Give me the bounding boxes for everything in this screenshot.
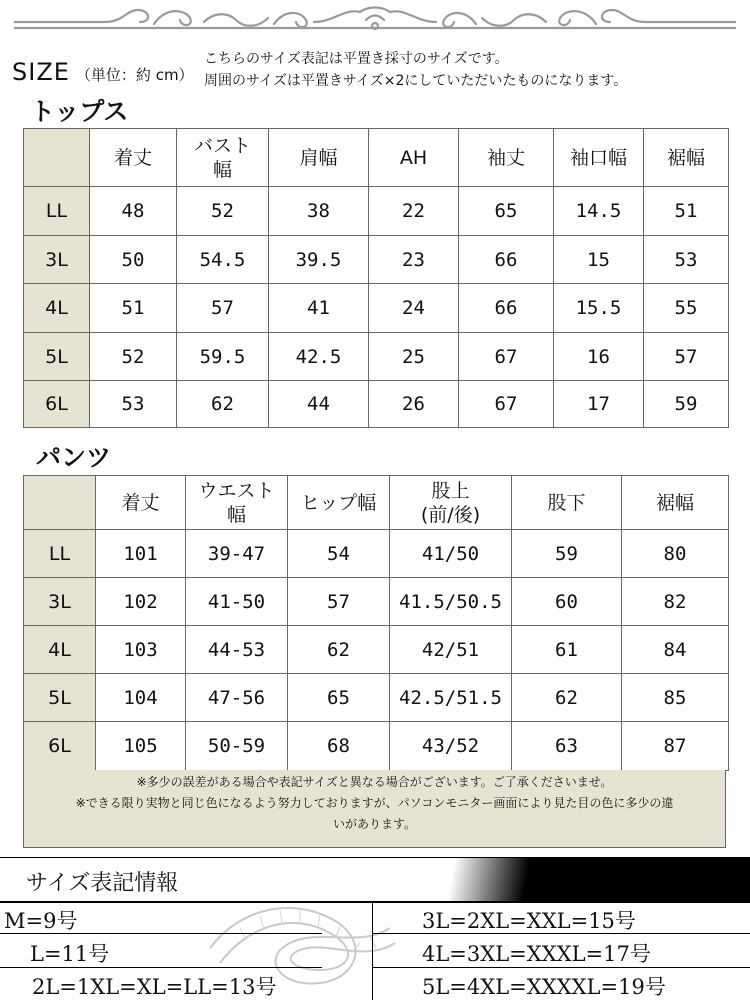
table-cell: 42.5/51.5 — [390, 674, 512, 722]
size-row-label: 6L — [24, 722, 96, 771]
size-heading — [12, 58, 194, 86]
table-cell: 82 — [622, 578, 729, 626]
table-cell: 59 — [644, 381, 729, 428]
table-cell: 42/51 — [390, 626, 512, 674]
column-header: 着丈 — [90, 129, 177, 187]
disclaimer-notes — [23, 770, 726, 848]
decorative-scroll-ornament — [14, 2, 736, 40]
table-cell: 38 — [269, 187, 369, 236]
table-cell: 52 — [90, 333, 177, 381]
table-cell: 42.5 — [269, 333, 369, 381]
size-equivalence: 2L=1XL=XL=LL=13号 — [32, 975, 277, 999]
size-note-line: こちらのサイズ表記は平置き採寸のサイズです。 — [204, 51, 509, 67]
tops-size-table — [23, 128, 729, 428]
table-cell: 57 — [177, 284, 269, 333]
table-cell: 62 — [177, 381, 269, 428]
table-cell: 53 — [644, 236, 729, 284]
table-cell: 103 — [96, 626, 186, 674]
column-header: 着丈 — [96, 476, 186, 530]
pants-header-row — [24, 476, 729, 530]
table-row — [24, 626, 729, 674]
table-cell: 23 — [369, 236, 459, 284]
table-cell: 66 — [459, 284, 554, 333]
table-cell: 15 — [554, 236, 644, 284]
table-cell: 65 — [288, 674, 390, 722]
table-cell: 51 — [90, 284, 177, 333]
size-equivalence: 5L=4XL=XXXXL=19号 — [422, 975, 666, 999]
table-cell: 87 — [622, 722, 729, 771]
table-cell: 44 — [269, 381, 369, 428]
table-cell: 61 — [512, 626, 622, 674]
size-equivalence: 3L=2XL=XXL=15号 — [422, 909, 636, 933]
table-cell: 41-50 — [186, 578, 288, 626]
size-equivalence: M=9号 — [4, 909, 78, 933]
table-cell: 65 — [459, 187, 554, 236]
column-header: 肩幅 — [269, 129, 369, 187]
disclaimer-line: ※できる限り実物と同じ色になるよう努力しておりますが、パソコンモニター画面により見た目の色に多少の違 — [75, 796, 674, 810]
table-cell: 67 — [459, 333, 554, 381]
size-row-label: LL — [24, 187, 90, 236]
table-cell: 105 — [96, 722, 186, 771]
size-row-label: 4L — [24, 626, 96, 674]
table-cell: 44-53 — [186, 626, 288, 674]
disclaimer-line: ※多少の誤差がある場合や表記サイズと異なる場合がございます。ご了承くださいませ。 — [136, 775, 613, 789]
table-cell: 41 — [269, 284, 369, 333]
table-cell: 41/50 — [390, 530, 512, 578]
table-row — [24, 187, 729, 236]
table-cell: 14.5 — [554, 187, 644, 236]
divider — [0, 901, 750, 903]
divider — [372, 903, 373, 1000]
table-row — [24, 722, 729, 771]
table-cell: 54 — [288, 530, 390, 578]
table-cell: 54.5 — [177, 236, 269, 284]
table-cell: 51 — [644, 187, 729, 236]
size-note — [204, 48, 627, 92]
column-header: 袖丈 — [459, 129, 554, 187]
pants-section-title: パンツ — [36, 443, 112, 472]
table-cell: 39.5 — [269, 236, 369, 284]
table-cell: 26 — [369, 381, 459, 428]
column-header: 股上 (前/後) — [390, 476, 512, 530]
table-row — [24, 284, 729, 333]
table-cell: 59 — [512, 530, 622, 578]
size-info-grid — [0, 901, 750, 1000]
size-row-label: 5L — [24, 333, 90, 381]
table-cell: 62 — [288, 626, 390, 674]
table-cell: 25 — [369, 333, 459, 381]
table-cell: 68 — [288, 722, 390, 771]
table-cell: 84 — [622, 626, 729, 674]
table-cell: 53 — [90, 381, 177, 428]
table-cell: 24 — [369, 284, 459, 333]
size-note-line: 周囲のサイズは平置きサイズ×2にしていただいたものになります。 — [204, 73, 628, 89]
table-row — [24, 333, 729, 381]
table-cell: 101 — [96, 530, 186, 578]
unit-label: （単位：約 cm） — [75, 66, 194, 84]
table-cell: 80 — [622, 530, 729, 578]
table-cell: 41.5/50.5 — [390, 578, 512, 626]
tops-header-row — [24, 129, 729, 187]
table-cell: 48 — [90, 187, 177, 236]
table-cell: 63 — [512, 722, 622, 771]
size-row-label: 3L — [24, 236, 90, 284]
size-label: SIZE — [12, 58, 70, 86]
size-row-label: LL — [24, 530, 96, 578]
table-row — [24, 236, 729, 284]
table-cell: 50 — [90, 236, 177, 284]
tops-section-title: トップス — [30, 97, 129, 126]
column-header: AH — [369, 129, 459, 187]
table-cell: 43/52 — [390, 722, 512, 771]
size-info-title: サイズ表記情報 — [26, 871, 179, 896]
table-cell: 50-59 — [186, 722, 288, 771]
table-cell: 47-56 — [186, 674, 288, 722]
table-row — [24, 578, 729, 626]
corner-cell — [24, 129, 90, 187]
column-header: 裾幅 — [644, 129, 729, 187]
table-cell: 15.5 — [554, 284, 644, 333]
pants-size-table — [23, 475, 729, 771]
table-cell: 16 — [554, 333, 644, 381]
table-cell: 62 — [512, 674, 622, 722]
table-cell: 85 — [622, 674, 729, 722]
corner-cell — [24, 476, 96, 530]
table-cell: 22 — [369, 187, 459, 236]
column-header: 袖口幅 — [554, 129, 644, 187]
table-cell: 104 — [96, 674, 186, 722]
size-row-label: 5L — [24, 674, 96, 722]
table-row — [24, 530, 729, 578]
table-cell: 55 — [644, 284, 729, 333]
table-cell: 17 — [554, 381, 644, 428]
size-row-label: 3L — [24, 578, 96, 626]
column-header: ヒップ幅 — [288, 476, 390, 530]
table-cell: 52 — [177, 187, 269, 236]
size-row-label: 6L — [24, 381, 90, 428]
table-cell: 39-47 — [186, 530, 288, 578]
size-row-label: 4L — [24, 284, 90, 333]
table-cell: 67 — [459, 381, 554, 428]
disclaimer-line: いがあります。 — [332, 817, 417, 831]
table-cell: 59.5 — [177, 333, 269, 381]
table-row — [24, 381, 729, 428]
size-equivalence: 4L=3XL=XXXL=17号 — [422, 942, 651, 966]
table-cell: 66 — [459, 236, 554, 284]
size-equivalence: L=11号 — [30, 942, 110, 966]
table-cell: 57 — [644, 333, 729, 381]
table-cell: 57 — [288, 578, 390, 626]
column-header: バスト 幅 — [177, 129, 269, 187]
column-header: ウエスト 幅 — [186, 476, 288, 530]
table-cell: 60 — [512, 578, 622, 626]
column-header: 裾幅 — [622, 476, 729, 530]
table-row — [24, 674, 729, 722]
table-cell: 102 — [96, 578, 186, 626]
column-header: 股下 — [512, 476, 622, 530]
